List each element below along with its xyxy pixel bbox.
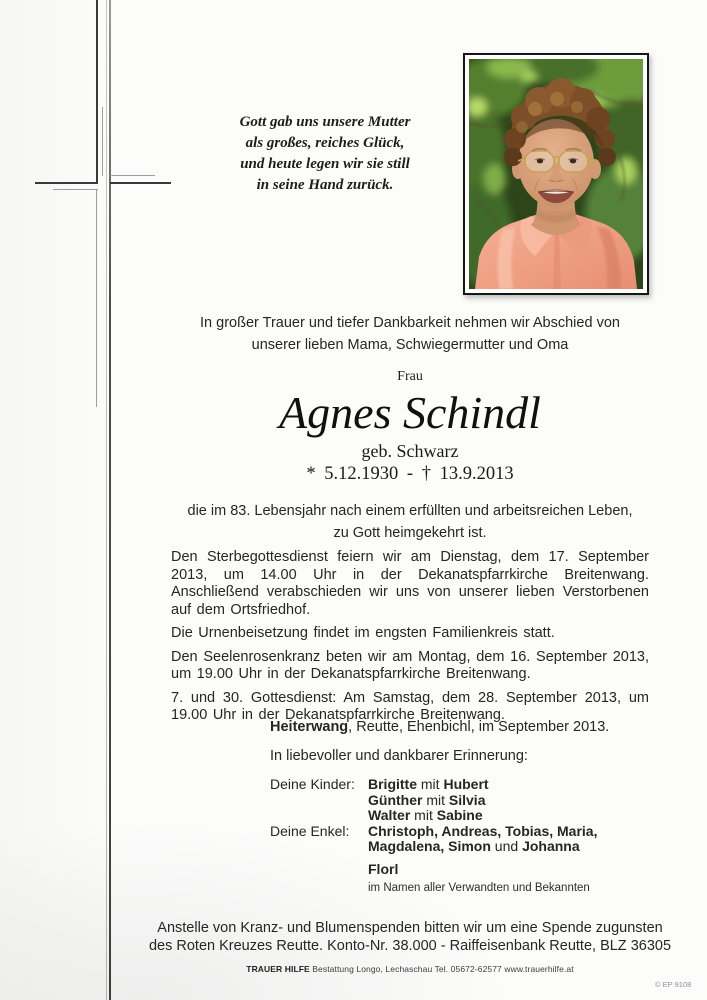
birth-death-dates: * 5.12.1930 - † 13.9.2013: [306, 464, 514, 484]
service-paragraph: Den Sterbegottesdienst feiern wir am Dienstag, dem 17. September 2013, um 14.00 Uhr in der Dekanatspfarrkirche Breitenwang. Anschließend verabschieden wir uns von unserer lieben Verstorbenen auf dem Ortsfriedhof.: [171, 549, 649, 618]
funeral-home-info: Bestattung Longo, Lechaschau Tel. 05672-62577 www.trauerhilfe.at: [309, 964, 574, 974]
separator: mit: [417, 776, 444, 792]
signer-name: Florl: [368, 861, 399, 877]
cross-stroke: [110, 182, 171, 184]
maiden-name: geb. Schwarz: [361, 441, 459, 461]
grandchildren-label: Deine Enkel:: [270, 822, 350, 839]
grandchildren-row: [368, 839, 668, 855]
child-name: Brigitte: [368, 776, 417, 792]
cross-stroke: [110, 175, 155, 176]
service-information: [171, 549, 649, 731]
child-row: [368, 808, 668, 824]
signer-note: im Namen aller Verwandten und Bekannten: [368, 881, 590, 894]
child-row: [368, 777, 668, 793]
portrait-photo-frame: [463, 53, 649, 295]
service-paragraph: Die Urnenbeisetzung findet im engsten Familienkreis statt.: [171, 625, 555, 641]
place-date-line: [270, 719, 609, 735]
service-paragraph: 7. und 30. Gottesdienst: Am Samstag, dem 28. September 2013, um 19.00 Uhr in der Dekanatspfarrkirche Breitenwang.: [171, 689, 649, 723]
print-code: © EP 9108: [655, 980, 692, 989]
grandchild-names: Magdalena, Simon: [368, 838, 491, 854]
page-fold-line-dark: [109, 0, 111, 1000]
separator: mit: [410, 807, 437, 823]
family-list: [270, 777, 668, 855]
grandchildren-row: Christoph, Andreas, Tobias, Maria,: [368, 822, 598, 839]
cross-stroke: [35, 182, 98, 184]
poem-line: in seine Hand zurück.: [256, 177, 394, 193]
life-line: die im 83. Lebensjahr nach einem erfüllten und arbeitsreichen Leben,: [187, 503, 633, 519]
cross-stroke: [53, 189, 98, 190]
separator: und: [490, 838, 523, 854]
announcement-intro: [130, 312, 690, 356]
signer-block: [368, 862, 590, 896]
deceased-name: Agnes Schindl: [279, 387, 541, 438]
grandchild-name: Johanna: [522, 838, 580, 854]
page-fold-line-light: [106, 0, 107, 1000]
spouse-name: Sabine: [436, 807, 483, 823]
separator: mit: [422, 791, 449, 808]
child-name: Walter: [368, 807, 411, 823]
child-name: Günther: [368, 791, 423, 808]
portrait-photo: [469, 59, 643, 289]
family-names: [368, 777, 668, 855]
donation-line: Anstelle von Kranz- und Blumenspenden bitten wir um eine Spende zugunsten: [157, 920, 663, 936]
intro-line: unserer lieben Mama, Schwiegermutter und Oma: [251, 337, 569, 353]
poem-line: und heute legen wir sie still: [240, 156, 410, 172]
poem-line: Gott gab uns unsere Mutter: [239, 114, 411, 130]
intro-line: In großer Trauer und tiefer Dankbarkeit nehmen wir Abschied von: [200, 315, 620, 331]
donation-note: [110, 920, 707, 955]
place-name: Heiterwang: [270, 719, 349, 735]
service-paragraph: Den Seelenrosenkranz beten wir am Montag, dem 16. September 2013, um 19.00 Uhr in der Dekanatspfarrkirche Breitenwang.: [171, 648, 649, 682]
child-row: [368, 793, 668, 809]
poem-line: als großes, reiches Glück,: [245, 135, 405, 151]
funeral-home-brand: TRAUER HILFE: [246, 964, 310, 974]
life-note: [130, 500, 690, 544]
donation-line: des Roten Kreuzes Reutte. Konto-Nr. 38.000 - Raiffeisenbank Reutte, BLZ 36305: [148, 937, 672, 954]
funeral-home-footer: [110, 964, 707, 974]
place-rest: , Reutte, Ehenbichl, im September 2013.: [348, 719, 610, 735]
salutation: Frau: [397, 369, 423, 384]
spouse-name: Hubert: [443, 776, 489, 792]
remembrance-line: In liebevoller und dankbarer Erinnerung:: [270, 748, 528, 764]
cross-stroke: [102, 107, 103, 176]
memorial-poem: [205, 112, 445, 196]
life-line: zu Gott heimgekehrt ist.: [333, 525, 487, 541]
cross-stroke: [96, 0, 98, 184]
children-label: Deine Kinder:: [270, 776, 355, 792]
cross-stroke: [96, 190, 97, 407]
family-labels: [270, 777, 368, 839]
spouse-name: Silvia: [448, 791, 486, 808]
